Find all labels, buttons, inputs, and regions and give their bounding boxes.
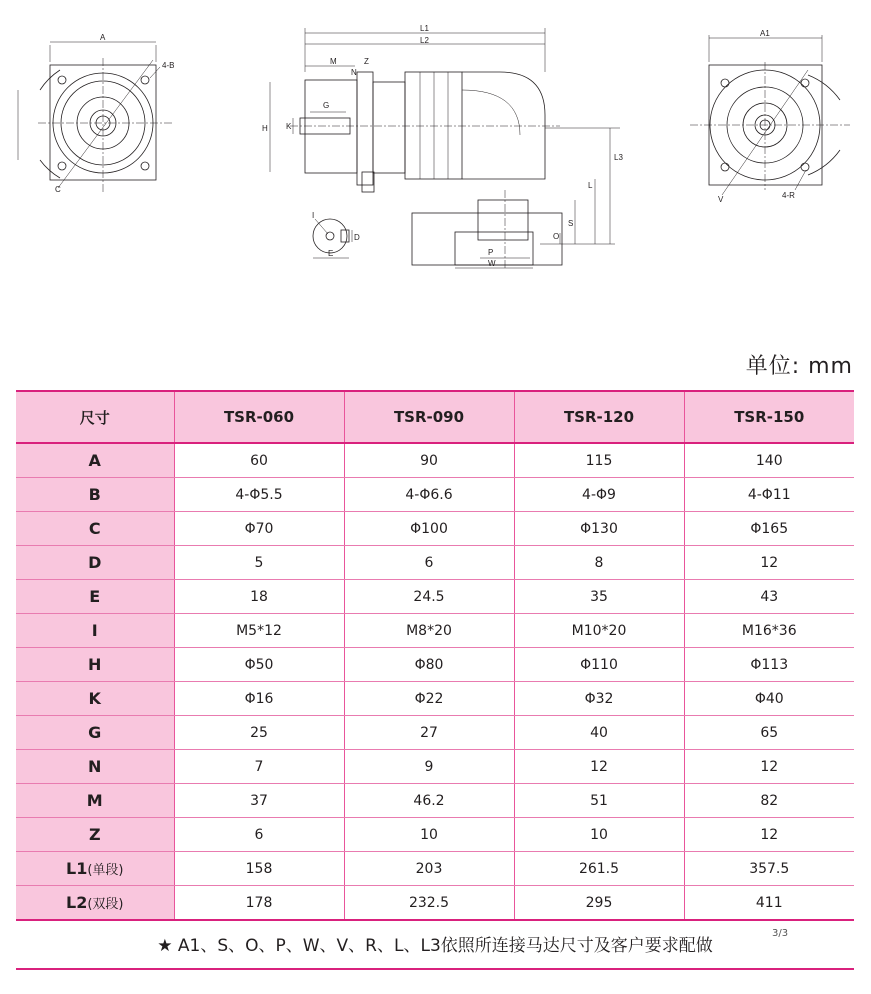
table-row [16, 546, 854, 580]
left-front-view [18, 33, 174, 194]
dim-label-P: P [488, 248, 494, 257]
dim-label-M: M [330, 57, 337, 66]
cell-value: 4-Φ9 [514, 478, 684, 512]
row-label: Z [16, 818, 174, 852]
cell-value: 82 [684, 784, 854, 818]
cell-value: 24.5 [344, 580, 514, 614]
table-row [16, 648, 854, 682]
table-row [16, 478, 854, 512]
cell-value: 12 [684, 818, 854, 852]
dim-label-C: C [55, 185, 61, 194]
right-flange-view [690, 29, 850, 204]
dim-label-L3: L3 [614, 153, 623, 162]
cell-value: Φ32 [514, 682, 684, 716]
table-row [16, 818, 854, 852]
cell-value: 90 [344, 443, 514, 478]
table-row [16, 750, 854, 784]
dim-label-L2: L2 [420, 36, 429, 45]
table-header-row [16, 391, 854, 443]
header-tsr-120: TSR-120 [514, 391, 684, 443]
dim-label-V: V [718, 195, 724, 204]
cell-value: 27 [344, 716, 514, 750]
row-label-suffix: (双段) [87, 897, 124, 912]
cell-value: 25 [174, 716, 344, 750]
cell-value: Φ110 [514, 648, 684, 682]
footnote-text: ★ A1、S、O、P、W、V、R、L、L3依照所连接马达尺寸及客户要求配做 [157, 936, 713, 956]
dim-label-N: N [351, 68, 357, 77]
dim-label-4-B: 4-B [162, 61, 175, 70]
side-view [262, 24, 623, 270]
cell-value: 40 [514, 716, 684, 750]
cell-value: 65 [684, 716, 854, 750]
dim-label-K: K [286, 122, 292, 131]
row-label: L1(单段) [16, 852, 174, 886]
cell-value: 178 [174, 886, 344, 921]
cell-value: 51 [514, 784, 684, 818]
dim-label-S: S [568, 219, 574, 228]
cell-value: 37 [174, 784, 344, 818]
cell-value: 12 [684, 546, 854, 580]
table-row [16, 852, 854, 886]
row-label: N [16, 750, 174, 784]
cell-value: 5 [174, 546, 344, 580]
cell-value: Φ100 [344, 512, 514, 546]
header-tsr-090: TSR-090 [344, 391, 514, 443]
row-label: E [16, 580, 174, 614]
cell-value: 232.5 [344, 886, 514, 921]
cell-value: Φ22 [344, 682, 514, 716]
table-row [16, 784, 854, 818]
table-row [16, 886, 854, 921]
cell-value: Φ70 [174, 512, 344, 546]
dim-label-H: H [262, 124, 268, 133]
header-tsr-150: TSR-150 [684, 391, 854, 443]
dim-label-G: G [323, 101, 330, 110]
cell-value: M5*12 [174, 614, 344, 648]
header-dimension: 尺寸 [16, 391, 174, 443]
cell-value: Φ80 [344, 648, 514, 682]
cell-value: 46.2 [344, 784, 514, 818]
dim-label-L1: L1 [420, 24, 429, 33]
cell-value: 261.5 [514, 852, 684, 886]
cell-value: 140 [684, 443, 854, 478]
row-label: C [16, 512, 174, 546]
dim-label-I: I [312, 211, 315, 220]
dim-label-W: W [488, 259, 496, 268]
table-row [16, 512, 854, 546]
dim-label-Z: Z [364, 57, 369, 66]
cell-value: Φ50 [174, 648, 344, 682]
cell-value: 60 [174, 443, 344, 478]
cell-value: 295 [514, 886, 684, 921]
cell-value: Φ40 [684, 682, 854, 716]
row-label: A [16, 443, 174, 478]
cell-value: 4-Φ6.6 [344, 478, 514, 512]
cell-value: 158 [174, 852, 344, 886]
cell-value: Φ130 [514, 512, 684, 546]
cell-value: M8*20 [344, 614, 514, 648]
cell-value: 8 [514, 546, 684, 580]
dim-label-A1: A1 [760, 29, 770, 38]
cell-value: 12 [514, 750, 684, 784]
table-row [16, 682, 854, 716]
row-label: D [16, 546, 174, 580]
table-row [16, 580, 854, 614]
cell-value: 12 [684, 750, 854, 784]
row-label: G [16, 716, 174, 750]
cell-value: Φ16 [174, 682, 344, 716]
cell-value: M10*20 [514, 614, 684, 648]
row-label-suffix: (单段) [87, 863, 124, 878]
cell-value: 43 [684, 580, 854, 614]
cell-value: M16*36 [684, 614, 854, 648]
dim-label-O: O [553, 232, 560, 241]
cell-value: 203 [344, 852, 514, 886]
page-number: 3/3 [772, 928, 789, 939]
cell-value: 115 [514, 443, 684, 478]
dim-label-D: D [354, 233, 360, 242]
cell-value: Φ165 [684, 512, 854, 546]
row-label: K [16, 682, 174, 716]
cell-value: 18 [174, 580, 344, 614]
table-row [16, 443, 854, 478]
cell-value: 6 [344, 546, 514, 580]
cell-value: 9 [344, 750, 514, 784]
dim-label-L: L [588, 181, 593, 190]
cell-value: 10 [344, 818, 514, 852]
row-label: H [16, 648, 174, 682]
row-label: M [16, 784, 174, 818]
cell-value: 6 [174, 818, 344, 852]
cell-value: 10 [514, 818, 684, 852]
header-tsr-060: TSR-060 [174, 391, 344, 443]
dim-label-A: A [100, 33, 106, 42]
cell-value: 35 [514, 580, 684, 614]
cell-value: 4-Φ11 [684, 478, 854, 512]
footnote-block [16, 924, 854, 970]
row-label: L2(双段) [16, 886, 174, 921]
dim-label-E: E [328, 249, 334, 258]
cell-value: 4-Φ5.5 [174, 478, 344, 512]
row-label: B [16, 478, 174, 512]
cell-value: 357.5 [684, 852, 854, 886]
dimension-table [16, 390, 854, 921]
technical-drawings [0, 0, 871, 290]
shaft-detail-view [312, 211, 360, 258]
row-label: I [16, 614, 174, 648]
dimension-table-container [16, 390, 854, 921]
cell-value: Φ113 [684, 648, 854, 682]
table-row [16, 614, 854, 648]
cell-value: 7 [174, 750, 344, 784]
table-row [16, 716, 854, 750]
cell-value: 411 [684, 886, 854, 921]
unit-label: 单位: mm [745, 354, 853, 379]
dim-label-4-R: 4-R [782, 191, 795, 200]
